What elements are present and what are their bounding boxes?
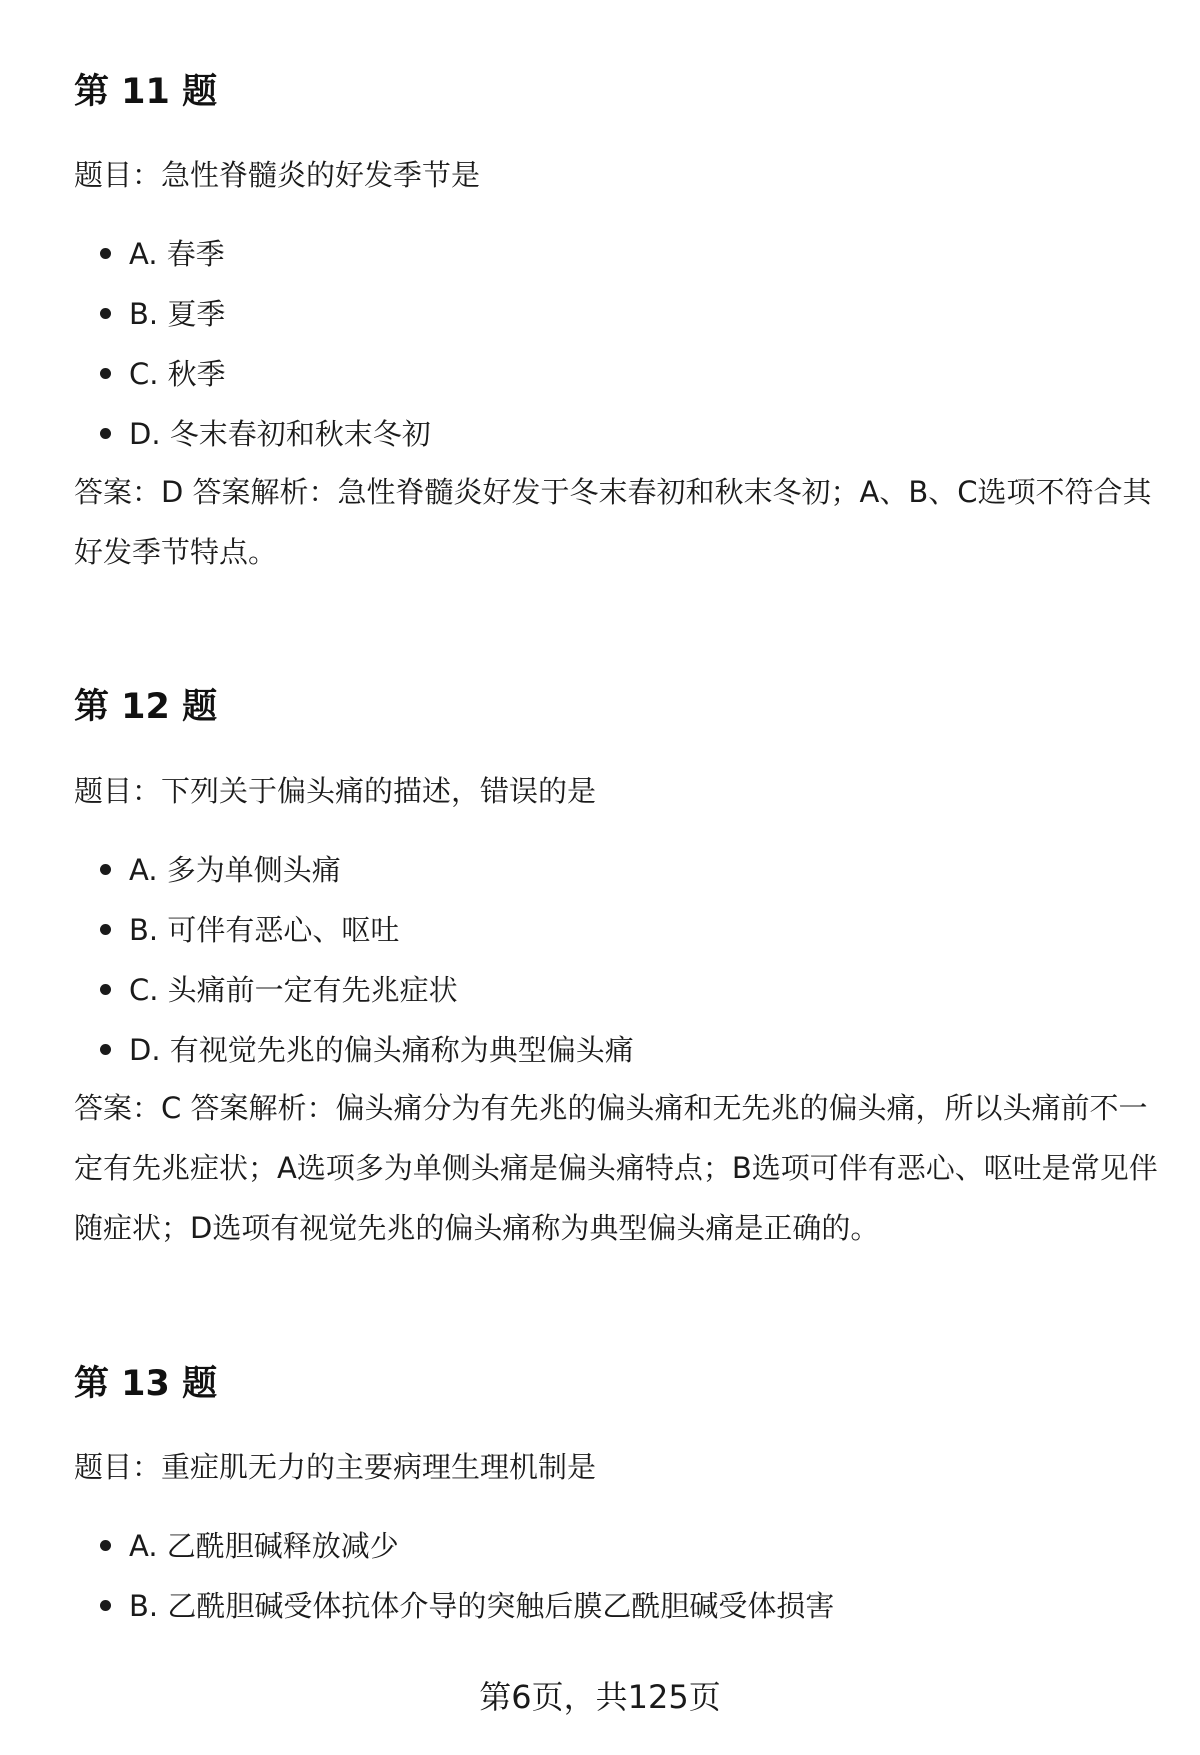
question-heading: 第 11 题 <box>74 72 218 112</box>
question-11 <box>74 70 1154 569</box>
option-d <box>74 404 431 464</box>
option-text: B. 乙酰胆碱受体抗体介导的突触后膜乙酰胆碱受体损害 <box>129 1589 835 1623</box>
bullet-icon <box>100 368 111 379</box>
bullet-icon <box>100 984 111 995</box>
bullet-icon <box>100 1600 111 1611</box>
bullet-icon <box>100 428 111 439</box>
option-a <box>74 224 431 284</box>
option-text: A. 春季 <box>129 237 225 271</box>
option-text: D. 冬末春初和秋末冬初 <box>129 417 431 451</box>
option-list <box>74 1516 834 1636</box>
option-text: C. 秋季 <box>129 357 226 391</box>
question-12 <box>74 685 1158 1245</box>
option-b <box>74 900 634 960</box>
page-number: 第6页，共125页 <box>479 1678 721 1716</box>
option-d <box>74 1020 634 1080</box>
question-heading: 第 13 题 <box>74 1364 218 1404</box>
option-b <box>74 1576 834 1636</box>
option-text: D. 有视觉先兆的偏头痛称为典型偏头痛 <box>129 1033 634 1067</box>
option-a <box>74 1516 834 1576</box>
bullet-icon <box>100 308 111 319</box>
question-stem: 题目：重症肌无力的主要病理生理机制是 <box>74 1450 597 1484</box>
option-c <box>74 344 431 404</box>
question-stem: 题目：下列关于偏头痛的描述，错误的是 <box>74 774 597 808</box>
bullet-icon <box>100 924 111 935</box>
option-list <box>74 840 634 1080</box>
question-heading: 第 12 题 <box>74 687 218 727</box>
bullet-icon <box>100 864 111 875</box>
option-a <box>74 840 634 900</box>
question-13 <box>74 1362 1154 1623</box>
option-text: C. 头痛前一定有先兆症状 <box>129 973 458 1007</box>
option-text: A. 多为单侧头痛 <box>129 853 341 887</box>
option-list <box>74 224 431 464</box>
option-b <box>74 284 431 344</box>
answer-explanation: 答案：D 答案解析：急性脊髓炎好发于冬末春初和秋末冬初；A、B、C选项不符合其好发季节特点。 <box>74 475 1152 569</box>
bullet-icon <box>100 248 111 259</box>
option-text: B. 可伴有恶心、呕吐 <box>129 913 400 947</box>
bullet-icon <box>100 1044 111 1055</box>
answer-explanation: 答案：C 答案解析：偏头痛分为有先兆的偏头痛和无先兆的偏头痛，所以头痛前不一定有先兆症状；A选项多为单侧头痛是偏头痛特点；B选项可伴有恶心、呕吐是常见伴随症状；D选项有视觉先兆的偏头痛称为典型偏头痛是正确的。 <box>74 1091 1158 1245</box>
option-text: B. 夏季 <box>129 297 226 331</box>
question-stem: 题目：急性脊髓炎的好发季节是 <box>74 158 481 192</box>
bullet-icon <box>100 1540 111 1551</box>
option-c <box>74 960 634 1020</box>
option-text: A. 乙酰胆碱释放减少 <box>129 1529 399 1563</box>
